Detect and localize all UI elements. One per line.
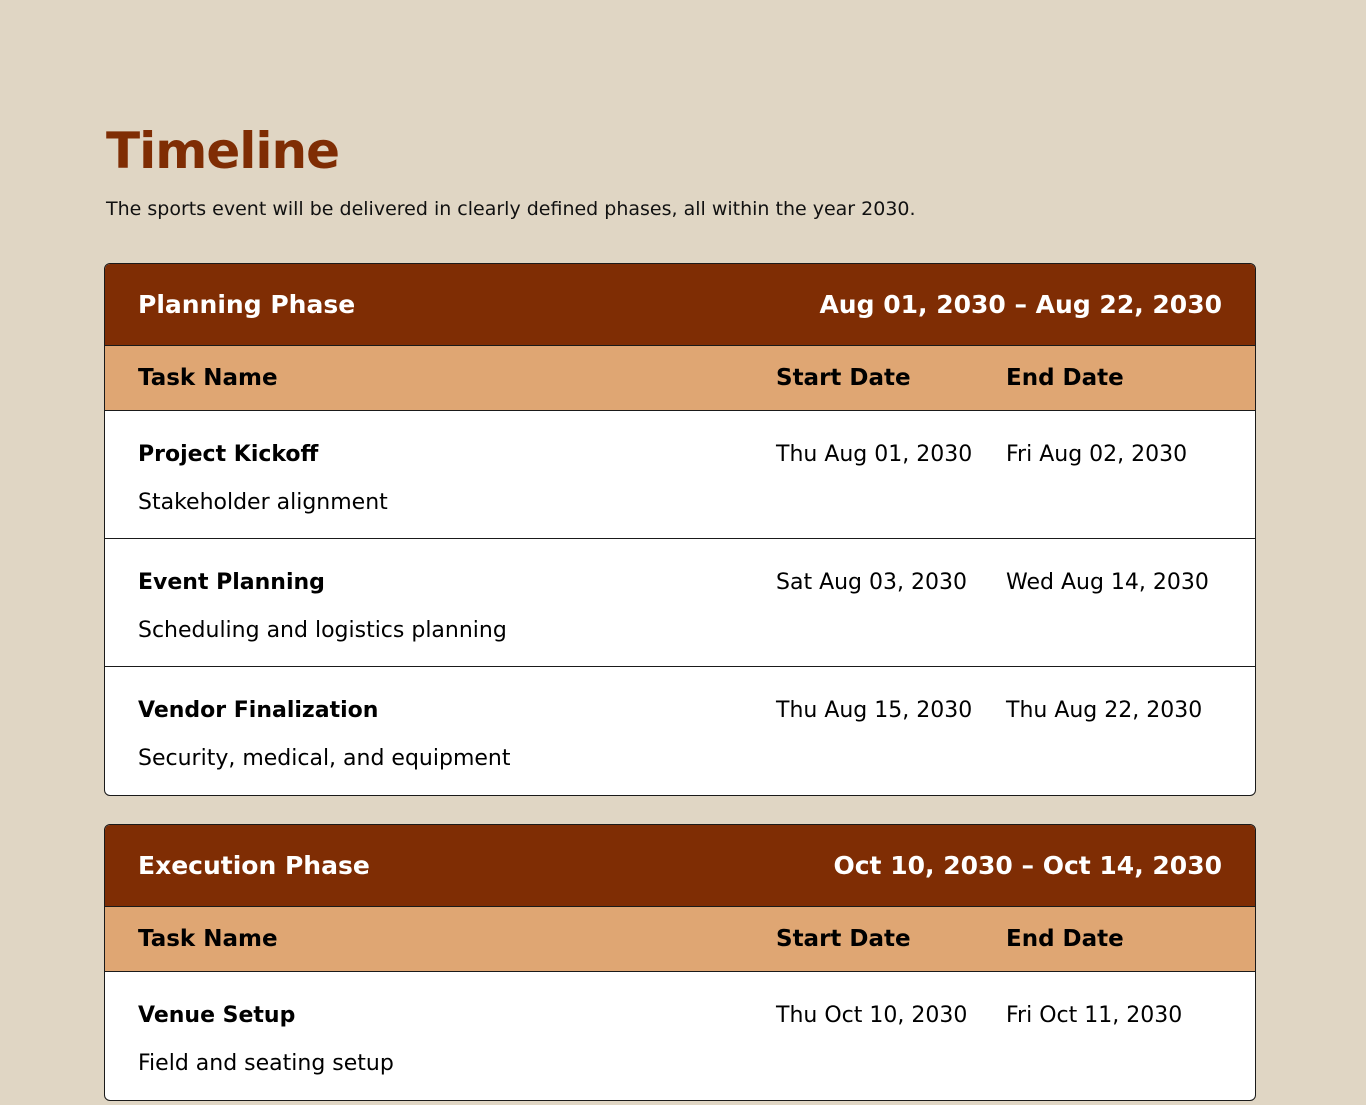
phase-card-execution <box>104 824 1256 1101</box>
column-header-start-date: Start Date <box>776 365 911 391</box>
task-end-date: Wed Aug 14, 2030 <box>1006 570 1209 595</box>
phase-header <box>105 825 1255 907</box>
task-start-date: Thu Oct 10, 2030 <box>776 1003 968 1028</box>
task-name: Venue Setup <box>138 1003 296 1028</box>
task-name: Vendor Finalization <box>138 698 379 723</box>
phase-name: Planning Phase <box>138 290 356 319</box>
task-end-date: Thu Aug 22, 2030 <box>1006 698 1203 723</box>
task-start-date: Thu Aug 15, 2030 <box>776 698 973 723</box>
column-header-end-date: End Date <box>1006 926 1124 952</box>
task-row <box>105 972 1255 1100</box>
page-title: Timeline <box>106 122 340 180</box>
column-header-row <box>105 346 1255 411</box>
task-start-date: Sat Aug 03, 2030 <box>776 570 967 595</box>
task-description: Field and seating setup <box>138 1051 394 1076</box>
task-description: Stakeholder alignment <box>138 490 388 515</box>
task-row <box>105 667 1255 795</box>
column-header-task-name: Task Name <box>138 926 278 952</box>
phase-name: Execution Phase <box>138 851 370 880</box>
phase-header <box>105 264 1255 346</box>
task-start-date: Thu Aug 01, 2030 <box>776 442 973 467</box>
task-description: Security, medical, and equipment <box>138 746 511 771</box>
column-header-start-date: Start Date <box>776 926 911 952</box>
task-row <box>105 539 1255 667</box>
task-end-date: Fri Aug 02, 2030 <box>1006 442 1188 467</box>
task-description: Scheduling and logistics planning <box>138 618 507 643</box>
page-subtitle: The sports event will be delivered in clearly defined phases, all within the year 2030. <box>106 198 916 220</box>
task-end-date: Fri Oct 11, 2030 <box>1006 1003 1183 1028</box>
column-header-row <box>105 907 1255 972</box>
task-row <box>105 411 1255 539</box>
task-name: Event Planning <box>138 570 325 595</box>
column-header-end-date: End Date <box>1006 365 1124 391</box>
column-header-task-name: Task Name <box>138 365 278 391</box>
phase-date-range: Aug 01, 2030 – Aug 22, 2030 <box>819 290 1222 319</box>
phase-date-range: Oct 10, 2030 – Oct 14, 2030 <box>833 851 1222 880</box>
task-name: Project Kickoff <box>138 442 319 467</box>
phase-card-planning <box>104 263 1256 796</box>
